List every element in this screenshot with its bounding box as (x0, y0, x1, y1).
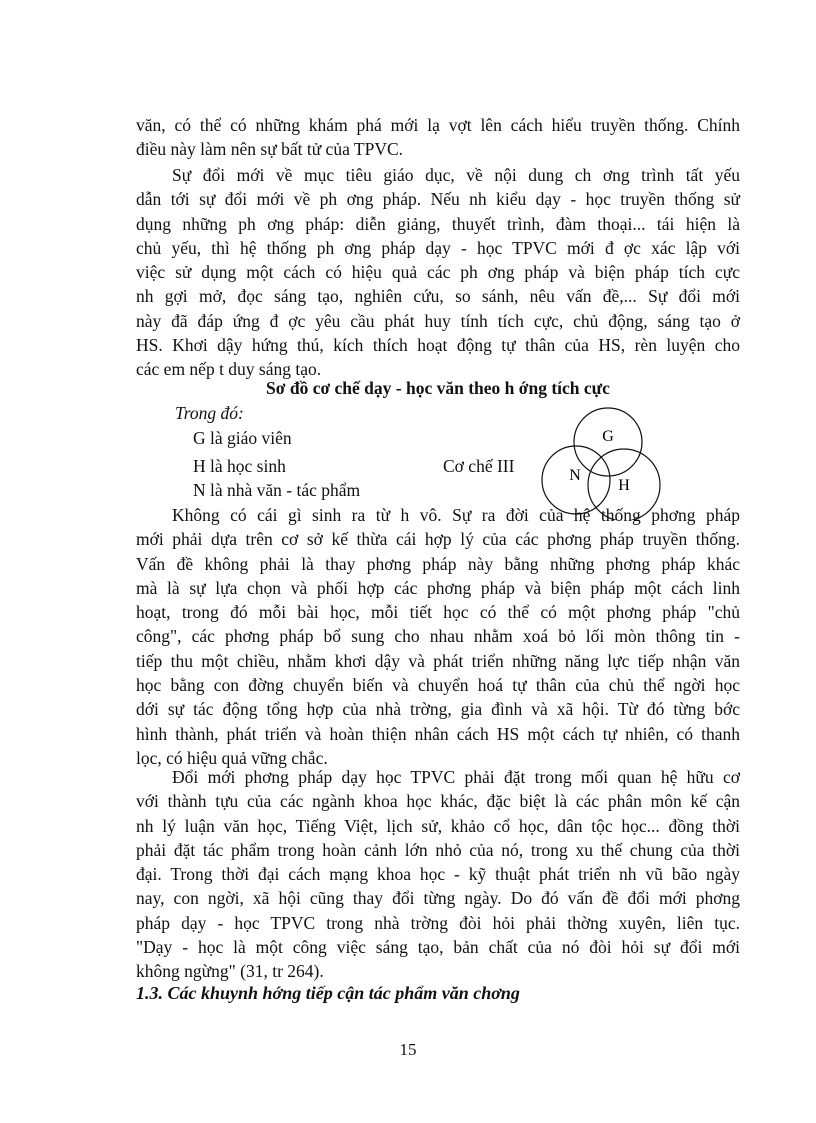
paragraph-line: phải đặt tác phẩm trong hoàn cảnh lớn nhỏ của nó, trong xu thế chung của thời (136, 839, 740, 860)
paragraph-line: các em nếp t duy sáng tạo. (136, 359, 322, 380)
paragraph-line: nay, con ngời, xã hội cũng thay đổi từng ngày. Do đó vấn đề đổi mới phơng (136, 888, 740, 909)
paragraph-line: HS. Khơi dậy hứng thú, kích thích hoạt động tự thân của HS, rèn luyện cho (136, 335, 740, 356)
venn-label-n: N (569, 467, 581, 484)
paragraph-line: "Dạy - học là một công việc sáng tạo, bản chất của nó đòi hỏi sự đổi mới (136, 937, 740, 958)
legend-item-teacher: G là giáo viên (193, 428, 292, 448)
paragraph-line: việc sử dụng một cách có hiệu quả các ph ơng pháp và biện pháp tích cực (136, 262, 740, 283)
paragraph-line: đại. Trong thời đại cách mạng khoa học - kỹ thuật phát triển nh vũ bão ngày (136, 864, 740, 885)
paragraph-line: nh lý luận văn học, Tiếng Việt, lịch sử, khảo cổ học, dân tộc học... đồng thời (136, 815, 740, 836)
paragraph-line: chủ yếu, thì hệ thống ph ơng pháp dạy - học TPVC mới đ ợc xác lập với (136, 237, 740, 258)
paragraph-line: mới phải dựa trên cơ sở kế thừa cái hợp lý của các phơng pháp truyền thống. (136, 529, 740, 550)
paragraph-line: nh gợi mở, đọc sáng tạo, nghiên cứu, so sánh, nêu vấn đề,... Sự đổi mới (136, 286, 740, 307)
page-number: 15 (399, 1040, 417, 1059)
paragraph-line: pháp dạy - học TPVC trong nhà trờng đòi hỏi phải thờng xuyên, liên tục. (136, 912, 740, 933)
paragraph-line: hình thành, phát triển và hoàn thiện nhân cách HS một cách tự nhiên, có thanh (136, 723, 740, 744)
legend-item-student: H là học sinh (193, 456, 286, 476)
section-heading: 1.3. Các khuynh hớng tiếp cận tác phẩm văn chơng (136, 983, 520, 1003)
paragraph-line: dẫn tới sự đổi mới về ph ơng pháp. Nếu nh kiểu dạy - học truyền thống sử (136, 189, 740, 210)
paragraph-line: học bằng con đờng chuyển biến và chuyển hoá tự thân của chủ thể ngời học (136, 675, 740, 696)
paragraph-line: với thành tựu của các ngành khoa học khác, đặc biệt là các phân môn kế cận (136, 791, 740, 812)
paragraph-line: Không có cái gì sinh ra từ h vô. Sự ra đời của hệ thống phơng pháp (172, 505, 740, 525)
paragraph-line: hoạt, trong đó mỗi bài học, mỗi tiết học có thể có một phơng pháp "chủ (136, 602, 740, 623)
paragraph-2 (136, 163, 740, 382)
paragraph-line: Sự đổi mới về mục tiêu giáo dục, về nội dung ch ơng trình tất yếu (172, 165, 740, 185)
paragraph-line: Đổi mới phơng pháp dạy học TPVC phải đặt trong mối quan hệ hữu cơ (172, 767, 740, 787)
paragraph-line: tiếp thu một chiều, nhằm khơi dậy và phát triển những năng lực tiếp nhận văn (136, 650, 740, 671)
legend-heading: Trong đó: (175, 403, 244, 423)
paragraph-line: dụng những ph ơng pháp: diễn giảng, thuyết trình, đàm thoại... tái hiện là (136, 213, 740, 234)
paragraph-line: điều này làm nên sự bất tử của TPVC. (136, 139, 404, 160)
paragraph-3 (136, 503, 740, 770)
paragraph-line: công", các phơng pháp bổ sung cho nhau nhằm xoá bỏ lối mòn thông tin - (136, 626, 740, 647)
mechanism-label: Cơ chế III (443, 456, 515, 476)
venn-label-g: G (602, 428, 614, 445)
paragraph-4 (136, 765, 740, 984)
diagram-title: Sơ đồ cơ chế dạy - học văn theo h ớng tích cực (266, 378, 610, 398)
paragraph-line: này đã đáp ứng đ ợc yêu cầu phát huy tính tích cực, chủ động, sáng tạo ở (136, 310, 740, 331)
paragraph-line: văn, có thể có những khám phá mới lạ vợt lên cách hiểu truyền thống. Chính (136, 115, 740, 135)
paragraph-1 (136, 113, 740, 162)
legend-item-author-work: N là nhà văn - tác phẩm (193, 480, 361, 500)
paragraph-line: lọc, có hiệu quả vững chắc. (136, 747, 328, 768)
paragraph-line: không ngừng" (31, tr 264). (136, 961, 324, 982)
venn-label-h: H (618, 477, 630, 494)
paragraph-line: dới sự tác động tổng hợp của nhà trờng, gia đình và xã hội. Từ đó từng bớc (136, 699, 740, 720)
paragraph-line: mà là sự lựa chọn và phối hợp các phơng pháp và biện pháp một cách linh (136, 577, 740, 598)
paragraph-line: Vấn đề không phải là thay phơng pháp này bằng những phơng pháp khác (136, 553, 740, 574)
